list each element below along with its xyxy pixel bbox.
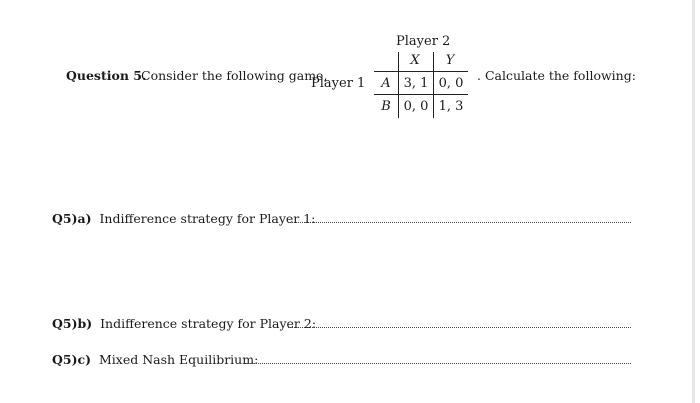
subquestion-text: Indifference strategy for Player 2: — [100, 316, 317, 331]
row-player-label: Player 1 — [311, 76, 366, 91]
col-strategy-y: Y — [445, 53, 455, 68]
subquestion-text: Mixed Nash Equilibrium: — [98, 352, 259, 367]
subquestion-c — [52, 352, 258, 367]
subquestion-label: Q5)b) — [52, 316, 93, 331]
subquestion-b — [52, 316, 316, 331]
question-intro: Consider the following game, — [141, 68, 328, 83]
payoff-cell: 0, 0 — [438, 76, 464, 91]
subquestion-a — [52, 211, 315, 226]
subquestion-label: Q5)a) — [52, 211, 92, 226]
answer-line[interactable] — [288, 221, 631, 223]
question-number: Question 5. — [66, 68, 147, 83]
matrix-divider — [433, 52, 434, 118]
subquestion-label: Q5)c) — [52, 352, 92, 367]
col-strategy-x: X — [410, 53, 420, 68]
payoff-cell: 0, 0 — [403, 99, 429, 114]
answer-line[interactable] — [288, 326, 631, 328]
payoff-cell: 3, 1 — [403, 76, 429, 91]
row-strategy-b: B — [381, 99, 391, 114]
page-edge — [692, 0, 695, 403]
payoff-cell: 1, 3 — [438, 99, 464, 114]
row-strategy-a: A — [381, 76, 391, 91]
matrix-divider — [374, 71, 468, 72]
col-player-label: Player 2 — [396, 34, 451, 49]
matrix-divider — [398, 52, 399, 118]
subquestion-text: Indifference strategy for Player 1: — [99, 211, 316, 226]
answer-line[interactable] — [245, 362, 631, 364]
question-instruction: . Calculate the following: — [477, 68, 636, 83]
matrix-divider — [374, 94, 468, 95]
